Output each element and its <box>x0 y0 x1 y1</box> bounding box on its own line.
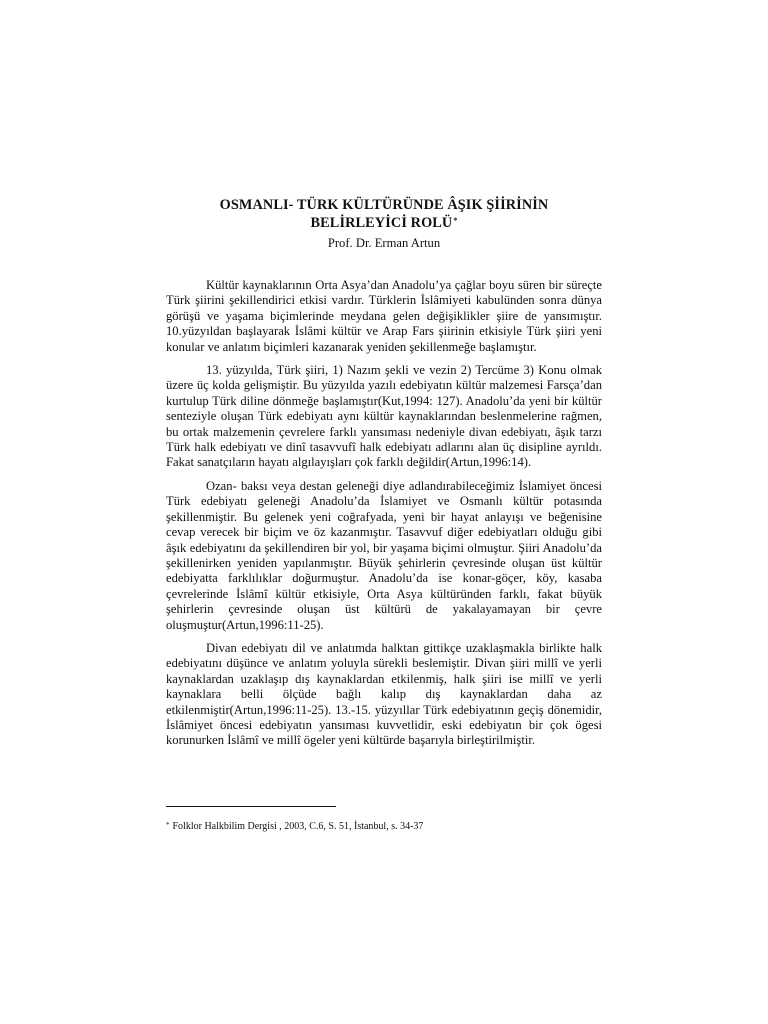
title-block <box>166 196 602 251</box>
body-paragraph-1: Kültür kaynaklarının Orta Asya’dan Anadolu’ya çağlar boyu süren bir süreçte Türk şiirini şekillendirici etkisi vardır. Türklerin İslâmiyeti kabulünden sonra dünya görüşü ve yaşama biçimlerinde meydana gelen değişiklikler şiire de yansımıştır. 10.yüzyıldan başlayarak İslâmi kültür ve Arap Fars şiirinin etkisiyle Türk şiiri yeni konular ve anlatım biçimleri kazanarak yeniden şekillenmeğe başlamıştır. <box>166 278 602 354</box>
body-paragraph-3: Ozan- baksı veya destan geleneği diye adlandırabileceğimiz İslamiyet öncesi Türk edebiyatı geleneği Anadolu’da İslamiyet ve Osmanlı kültür potasında şekillenmiştir. Bu gelenek yeni coğrafyada, yeni bir hayat anlayışı ve beğenisine cevap verecek bir biçim ve öz kazanmıştır. Tasavvuf diğer edebiyatları olduğu gibi âşık edebiyatını da şekillendiren bir yol, bir yaşama biçimi olmuştur. Şiiri Anadolu’da şekillenirken yeniden yapılanmıştır. Büyük şehirlerin çevresinde oluşan üst kültür edebiyatta farklılıklar doğurmuştur. Anadolu’da ise konar-göçer, köy, kasaba çevrelerinde İslâmî kültür etkisiyle, Orta Asya kültüründen farklı, fakat büyük şehirlerin çevresinde oluşan üst kültürü de yakalayamayan bir çevre oluşmuştur(Artun,1996:11-25). <box>166 478 602 632</box>
footnote-divider <box>166 806 336 807</box>
article-title-line-2-text: BELİRLEYİCİ ROLÜ <box>310 215 453 231</box>
body-paragraph-2: 13. yüzyılda, Türk şiiri, 1) Nazım şekli ve vezin 2) Tercüme 3) Konu olmak üzere üç kolda gelişmiştir. Bu yüzyılda yazılı edebiyatın kültür malzemesi Farsça’dan kurtulup Türk diline dönmeğe başlamıştır(Kut,1994: 127). Anadolu’da yeni bir kültür senteziyle oluşan Türk edebiyatı aynı kültür kaynaklarından beslenmelerine rağmen, bu ortak malzemenin çevrelere farklı yansıması nedeniyle divan edebiyatı, âşık tarzı Türk halk edebiyatı ve dinî tasavvufî halk edebiyatı adlarını alan üç disipline ayrıldı. Fakat sanatçıların hayatı algılayışları çok farklı değildir(Artun,1996:14). <box>166 363 602 470</box>
article-title-line-2 <box>166 214 602 232</box>
author-name: Prof. Dr. Erman Artun <box>327 236 441 250</box>
article-body <box>166 278 602 757</box>
body-paragraph-4: Divan edebiyatı dil ve anlatımda halktan gittikçe uzaklaşmakla birlikte halk edebiyatını düşünce ve anlatım yoluyla sürekli beslemiştir. Divan şiiri millî ve yerli kaynaklardan uzaklaşıp dış kaynaklardan etkilenmiş, halk şiiri ise millî ve yerli kaynaklara belli ölçüde bağlı kalıp dış kaynaklardan daha az etkilenmiştir(Artun,1996:11-25). 13.-15. yüzyıllar Türk edebiyatının geçiş dönemidir, İslâmiyet öncesi edebiyatın yansıması kuvvetlidir, eski edebiyatın bir çok ögesi korunurken İslâmî ve millî ögeler yeni kültürde başarıyla birleştirilmiştir. <box>166 640 602 748</box>
article-title-line-1: OSMANLI- TÜRK KÜLTÜRÜNDE ÂŞIK ŞİİRİNİN <box>219 197 549 213</box>
footnote-marker: * <box>166 821 170 829</box>
footnote <box>166 820 602 833</box>
footnote-text: Folklor Halkbilim Dergisi , 2003, C.6, S. 51, İstanbul, s. 34-37 <box>172 821 424 832</box>
title-footnote-marker[interactable]: * <box>453 216 458 225</box>
